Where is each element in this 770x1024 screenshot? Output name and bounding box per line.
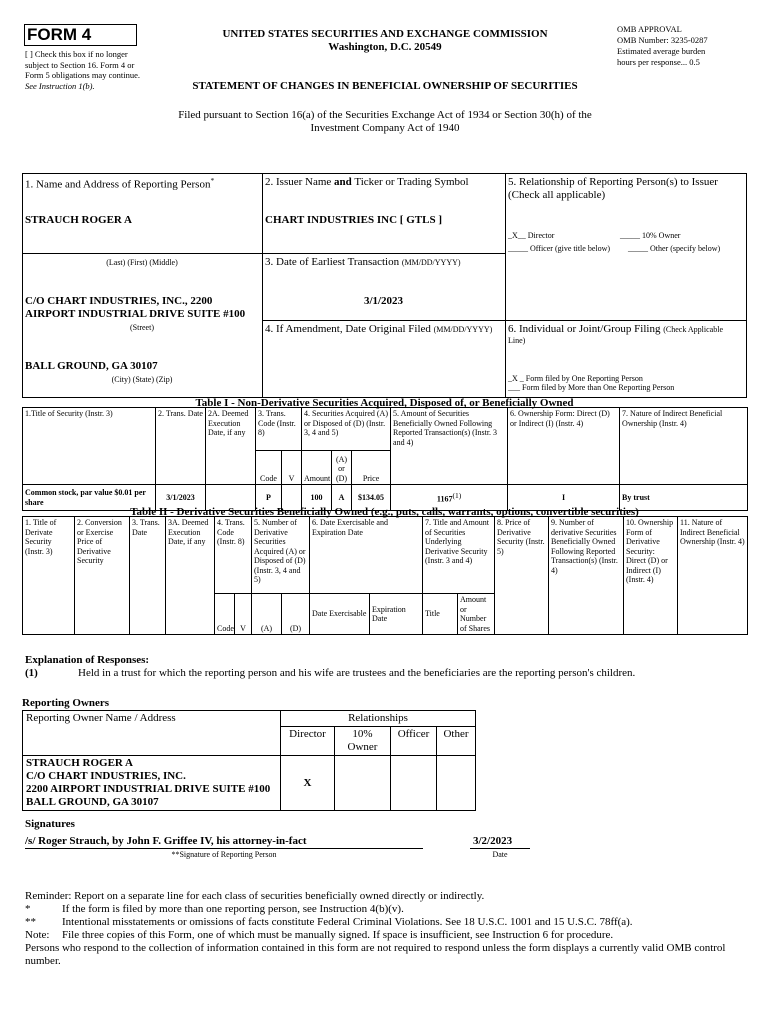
t2-sub-date-ex: Date Exercisable [310,594,370,635]
t2-sub-code: Code [215,594,235,635]
t2-sub-d: (D) [282,594,310,635]
section3-label: 3. Date of Earliest Transaction (MM/DD/YYYY) [265,256,461,268]
filing-option-1: _X _ Form filed by One Reporting Person [508,374,643,383]
t1-sub-ad: (A) or (D) [332,451,352,485]
agency-line2: Washington, D.C. 20549 [328,41,442,53]
owner-col-other: Other [437,727,476,756]
t2-col-conversion: 2. Conversion or Exercise Price of Derivative Security [75,517,130,635]
t2-col-exercisable: 6. Date Exercisable and Expiration Date [310,517,423,594]
filing-option-2: ___ Form filed by More than One Reporting Person [508,383,675,392]
t2-sub-title: Title [423,594,458,635]
issuer-name: CHART INDUSTRIES INC [ GTLS ] [265,214,442,226]
t2-col-underlying: 7. Title and Amount of Securities Underlying Derivative Security (Instr. 3 and 4) [423,517,495,594]
t1-row-title: Common stock, par value $0.01 per share [23,485,156,511]
t1-col-deemed: 2A. Deemed Execution Date, if any [206,408,256,485]
t2-col-deemed: 3A. Deemed Execution Date, if any [166,517,215,635]
t1-sub-amount: Amount [302,451,332,485]
t2-col-date: 3. Trans. Date [130,517,166,635]
t1-row-ad: A [332,485,352,511]
owner-col-ten: 10% Owner [335,727,391,756]
star2-text: Intentional misstatements or omissions of facts constitute Federal Criminal Violations. See 18 U.S.C. 1001 and 15 U.S.C. 78ff(a). [62,916,633,928]
section1-label: 1. Name and Address of Reporting Person* [25,176,215,191]
section2-label: 2. Issuer Name and Ticker or Trading Symbol [265,176,469,188]
t1-row-code: P [256,485,282,511]
t1-sub-code: Code [256,451,282,485]
signature-caption: **Signature of Reporting Person [171,850,277,859]
section5-label: 5. Relationship of Reporting Person(s) to Issuer (Check all applicable) [508,176,718,201]
footnote-number: (1) [25,667,38,679]
ten-pct-check: _____ 10% Owner [620,231,681,240]
owner-col-relationships: Relationships [281,711,476,727]
owner-other-cell [437,756,476,811]
t1-col-securities: 4. Securities Acquired (A) or Disposed of (D) (Instr. 3, 4 and 5) [302,408,391,451]
omb-burden-2: hours per response... 0.5 [617,57,700,67]
city-caption: (City) (State) (Zip) [111,375,173,384]
star1-text: If the form is filed by more than one reporting person, see Instruction 4(b)(v). [62,903,404,915]
t1-row-amount: 100 [302,485,332,511]
owner-director-mark: X [281,756,335,811]
owner-col-director: Director [281,727,335,756]
t2-col-number: 5. Number of Derivative Securities Acquired (A) or Disposed of (D) (Instr. 3, 4 and 5) [252,517,310,594]
t2-col-price: 8. Price of Derivative Security (Instr. 5) [495,517,549,635]
signature-date: 3/2/2023 [473,835,513,847]
table1-title: Table I - Non-Derivative Securities Acquired, Disposed of, or Beneficially Owned [195,397,574,409]
star1-mark: * [25,903,31,915]
reporting-owners-table [22,710,476,811]
persons-text: Persons who respond to the collection of information contained in this form are not required to respond unless the form displays a currently valid OMB control number. [25,942,726,967]
t1-row-price: $134.05 [352,485,391,511]
table-row [23,756,476,811]
t2-sub-amount: Amount or Number of Shares [458,594,495,635]
explanation-heading: Explanation of Responses: [25,654,150,666]
other-check: _____ Other (specify below) [628,244,721,253]
t1-col-nature: 7. Nature of Indirect Beneficial Ownership (Instr. 4) [620,408,748,485]
owners-heading: Reporting Owners [22,697,110,709]
t1-col-title: 1.Title of Security (Instr. 3) [23,408,156,485]
owner-officer-cell [391,756,437,811]
checkbox-note: [ ] Check this box if no longer subject to Section 16. Form 4 or Form 5 obligations may continue. See Instruction 1(b). [25,49,140,91]
t1-col-amount-owned: 5. Amount of Securities Beneficially Owned Following Reported Transaction(s) (Instr. 3 and 4) [391,408,508,485]
omb-burden-1: Estimated average burden [617,46,706,56]
owner-col-name: Reporting Owner Name / Address [23,711,281,756]
star2-mark: ** [25,916,36,928]
owner-col-officer: Officer [391,727,437,756]
section4-label: 4. If Amendment, Date Original Filed (MM/DD/YYYY) [265,323,493,335]
reminder-text: Reminder: Report on a separate line for each class of securities beneficially owned directly or indirectly. [25,890,485,902]
city-line: BALL GROUND, GA 30107 [25,360,158,372]
statement-title: STATEMENT OF CHANGES IN BENEFICIAL OWNERSHIP OF SECURITIES [192,80,578,92]
omb-number: OMB Number: 3235-0287 [617,35,708,45]
t2-col-nature: 11. Nature of Indirect Beneficial Ownership (Instr. 4) [678,517,748,635]
t1-sub-v: V [282,451,302,485]
table1 [22,407,748,511]
agency-line1: UNITED STATES SECURITIES AND EXCHANGE COMMISSION [222,28,548,40]
table2 [22,516,748,635]
t2-col-ownership: 10. Ownership Form of Derivative Security: Direct (D) or Indirect (I) (Instr. 4) [624,517,678,635]
note-text: File three copies of this Form, one of which must be manually signed. If space is insufficient, see Instruction 6 for procedure. [62,929,614,941]
form-title: FORM 4 [27,25,92,44]
filed-pursuant-line2: Investment Company Act of 1940 [310,122,460,134]
signatures-heading: Signatures [25,818,75,830]
filed-pursuant-line1: Filed pursuant to Section 16(a) of the Securities Exchange Act of 1934 or Section 30(h) of the [178,109,592,121]
table2-title: Table II - Derivative Securities Beneficially Owned (e.g., puts, calls, warrants, options, convertible securities) [130,506,639,518]
reporting-person-name: STRAUCH ROGER A [25,214,132,226]
footnote-text: Held in a trust for which the reporting person and his wife are trustees and the beneficiaries are the reporting person's children. [78,667,636,679]
address-line2: AIRPORT INDUSTRIAL DRIVE SUITE #100 [25,308,246,320]
director-check: _X__ Director [508,231,555,240]
owner-name-address: STRAUCH ROGER A C/O CHART INDUSTRIES, INC. 2200 AIRPORT INDUSTRIAL DRIVE SUITE #100 BALL GROUND, GA 30107 [23,756,281,811]
t1-col-code: 3. Trans. Code (Instr. 8) [256,408,302,451]
signature-text: /s/ Roger Strauch, by John F. Griffee IV, his attorney-in-fact [25,835,307,847]
t1-row-owned: 1167$^{(1)}$ [391,485,508,511]
t1-col-ownership-form: 6. Ownership Form: Direct (D) or Indirect (I) (Instr. 4) [508,408,620,485]
t2-col-code: 4. Trans. Code (Instr. 8) [215,517,252,594]
t1-row-form: I [508,485,620,511]
officer-check: _____ Officer (give title below) [508,244,611,253]
omb-approval: OMB APPROVAL [617,24,682,34]
t1-row-date: 3/1/2023 [156,485,206,511]
t2-sub-exp: Expiration Date [370,594,423,635]
t2-sub-v: V [235,594,252,635]
t1-col-date: 2. Trans. Date [156,408,206,485]
t1-sub-price: Price [352,451,391,485]
t2-col-owned: 9. Number of derivative Securities Beneficially Owned Following Reported Transaction(s) (Instr. 4) [549,517,624,635]
name-caption: (Last) (First) (Middle) [106,258,178,267]
t2-sub-a: (A) [252,594,282,635]
t2-col-title: 1. Title of Derivate Security (Instr. 3) [23,517,75,635]
address-line1: C/O CHART INDUSTRIES, INC., 2200 [25,295,213,307]
street-caption: (Street) [130,323,154,332]
section6-label: 6. Individual or Joint/Group Filing (Check Applicable Line) [508,323,723,345]
note-mark: Note: [25,929,50,941]
omb-box [617,24,757,68]
date-caption: Date [492,850,508,859]
t1-row-nature: By trust [620,485,748,511]
earliest-transaction-date: 3/1/2023 [363,295,404,307]
owner-ten-cell [335,756,391,811]
